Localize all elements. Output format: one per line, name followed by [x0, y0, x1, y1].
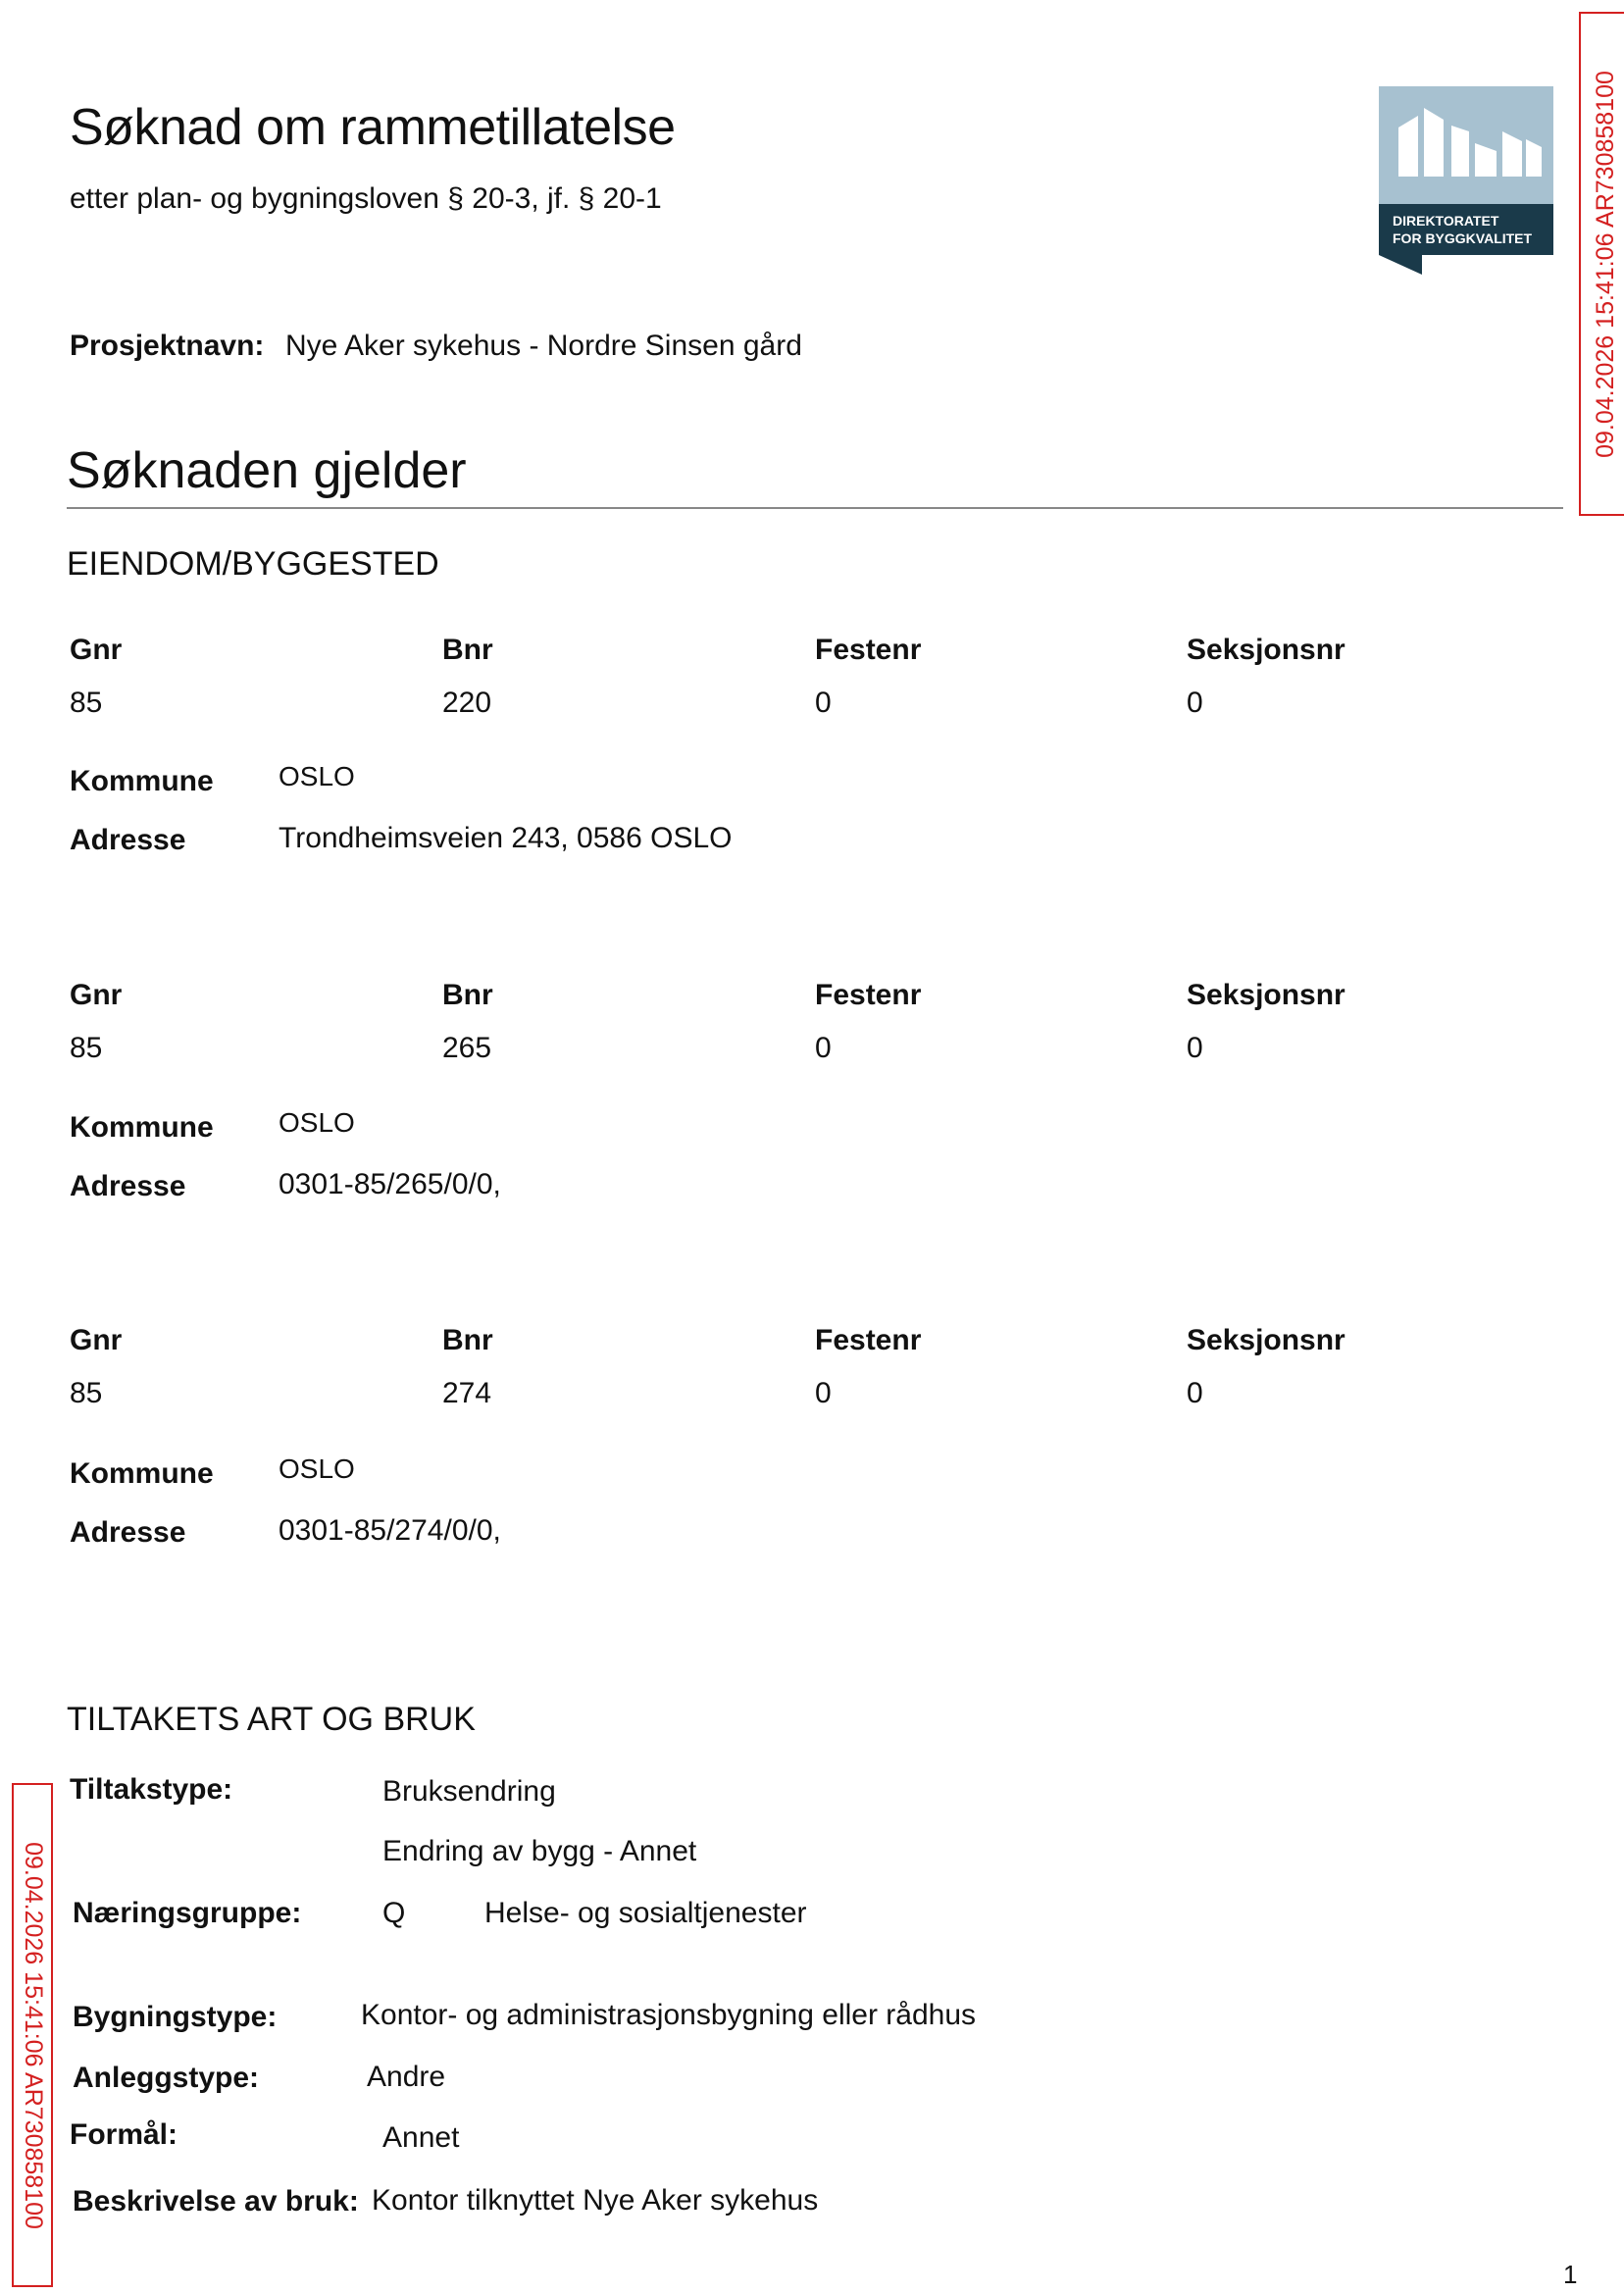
registration-stamp-side [12, 1783, 53, 2287]
festenr-value: 0 [815, 1377, 832, 1409]
adresse-value: Trondheimsveien 243, 0586 OSLO [279, 822, 733, 854]
gnr-label: Gnr [70, 979, 123, 1011]
tiltak-heading: TILTAKETS ART OG BRUK [67, 1701, 476, 1738]
seksjonsnr-label: Seksjonsnr [1187, 1324, 1345, 1356]
festenr-label: Festenr [815, 1324, 922, 1356]
bnr-label: Bnr [442, 634, 493, 666]
festenr-label: Festenr [815, 979, 922, 1011]
festenr-value: 0 [815, 687, 832, 719]
bnr-value: 265 [442, 1032, 492, 1064]
gnr-label: Gnr [70, 1324, 123, 1356]
adresse-label: Adresse [70, 1170, 186, 1202]
logo-line-1: DIREKTORATET [1393, 213, 1499, 229]
adresse-value: 0301-85/265/0/0, [279, 1168, 501, 1200]
naeringsgruppe-code: Q [382, 1897, 406, 1929]
bnr-label: Bnr [442, 979, 493, 1011]
kommune-label: Kommune [70, 1111, 214, 1144]
logo-line-2: FOR BYGGKVALITET [1393, 230, 1533, 246]
kommune-label: Kommune [70, 1457, 214, 1490]
seksjonsnr-value: 0 [1187, 1377, 1203, 1409]
tiltakstype-label: Tiltakstype: [70, 1773, 233, 1806]
beskrivelse-label: Beskrivelse av bruk: [73, 2185, 359, 2218]
anleggstype-value: Andre [367, 2061, 446, 2093]
gnr-value: 85 [70, 1032, 103, 1064]
bnr-value: 220 [442, 687, 492, 719]
festenr-label: Festenr [815, 634, 922, 666]
eiendom-heading: EIENDOM/BYGGESTED [67, 545, 439, 583]
kommune-value: OSLO [279, 1107, 355, 1138]
adresse-value: 0301-85/274/0/0, [279, 1514, 501, 1547]
bnr-label: Bnr [442, 1324, 493, 1356]
document-title: Søknad om rammetillatelse [70, 99, 676, 156]
seksjonsnr-label: Seksjonsnr [1187, 634, 1345, 666]
section-divider [67, 507, 1563, 509]
seksjonsnr-value: 0 [1187, 1032, 1203, 1064]
naeringsgruppe-label: Næringsgruppe: [73, 1897, 302, 1929]
beskrivelse-value: Kontor tilknyttet Nye Aker sykehus [372, 2184, 819, 2217]
adresse-label: Adresse [70, 1516, 186, 1549]
tiltakstype-value: Bruksendring [382, 1775, 556, 1808]
formal-label: Formål: [70, 2118, 178, 2151]
dibk-logo-icon [1379, 86, 1553, 275]
seksjonsnr-value: 0 [1187, 687, 1203, 719]
page-number: 1 [1563, 2260, 1578, 2289]
registration-stamp-top [1579, 12, 1624, 516]
bygningstype-label: Bygningstype: [73, 2001, 278, 2033]
naeringsgruppe-value: Helse- og sosialtjenester [484, 1897, 807, 1929]
stamp-text: 09.04.2026 15:41:06 AR730858100 [1591, 70, 1619, 458]
seksjonsnr-label: Seksjonsnr [1187, 979, 1345, 1011]
project-label: Prosjektnavn: [70, 330, 265, 362]
adresse-label: Adresse [70, 824, 186, 856]
kommune-label: Kommune [70, 765, 214, 797]
tiltakstype-value: Endring av bygg - Annet [382, 1835, 697, 1867]
kommune-value: OSLO [279, 1453, 355, 1484]
gnr-label: Gnr [70, 634, 123, 666]
section-title: Søknaden gjelder [67, 442, 467, 499]
kommune-value: OSLO [279, 761, 355, 791]
festenr-value: 0 [815, 1032, 832, 1064]
anleggstype-label: Anleggstype: [73, 2062, 260, 2094]
gnr-value: 85 [70, 1377, 103, 1409]
document-subtitle: etter plan- og bygningsloven § 20-3, jf. § 20-1 [70, 182, 662, 215]
formal-value: Annet [382, 2121, 460, 2154]
gnr-value: 85 [70, 687, 103, 719]
project-value: Nye Aker sykehus - Nordre Sinsen gård [285, 330, 802, 362]
bnr-value: 274 [442, 1377, 492, 1409]
stamp-text: 09.04.2026 15:41:06 AR730858100 [19, 1841, 47, 2229]
bygningstype-value: Kontor- og administrasjonsbygning eller rådhus [361, 1999, 977, 2031]
